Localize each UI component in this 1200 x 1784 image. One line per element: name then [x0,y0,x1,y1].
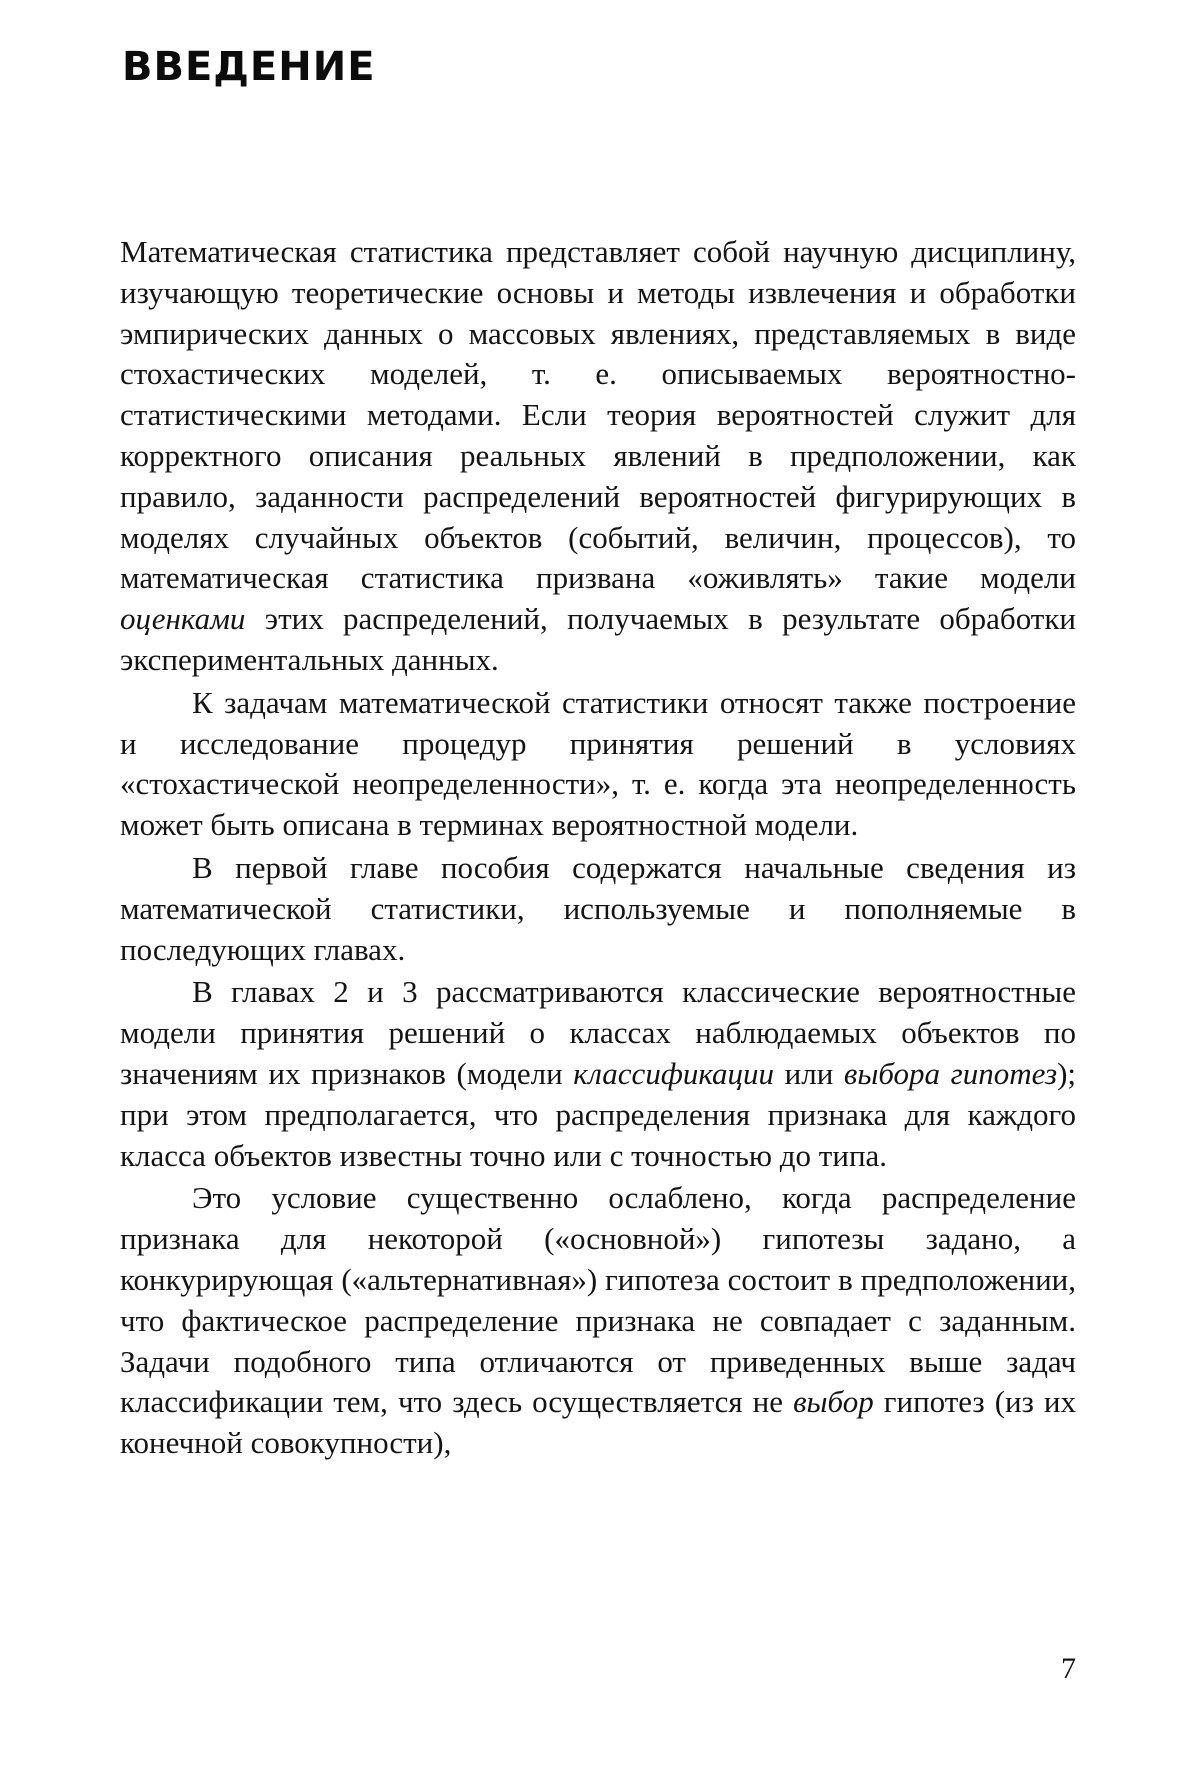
paragraph [120,848,1076,970]
page-number: 7 [1061,1652,1076,1685]
paragraph [120,1178,1076,1464]
italic-term: оценками [120,601,246,637]
text-segment: К задачам математической статистики относят также построение и исследование процедур принятия решений в условиях «стохастической неопределенности», т. е. когда эта неопределенность может быть описана в терминах вероятностной модели. [120,684,1076,843]
text-segment: В первой главе пособия содержатся начальные сведения из математической статистики, используемые и пополняемые в последующих главах. [120,849,1076,967]
text-segment: ); при этом предполагается, что распределения признака для каждого класса объектов известны точно или с точностью до типа. [120,1055,1076,1173]
italic-term: выбора гипотез [843,1055,1058,1091]
chapter-title: ВВЕДЕНИЕ [122,44,376,90]
text-segment: или [774,1055,844,1091]
text-segment: Математическая статистика представляет собой научную дисциплину, изучающую теоретические основы и методы извлечения и обработки эмпирических данных о массовых явлениях, представляемых в виде стохастических моделей, т. е. описываемых вероятностно-статистическими методами. Если теория вероятностей служит для корректного описания реальных явлений в предположении, как правило, заданности распределений вероятностей фигурирующих в моделях случайных объектов (событий, величин, процессов), то математическая статистика призвана «оживлять» такие модели [120,234,1076,596]
italic-term: классификации [573,1055,775,1091]
body-text [120,232,1076,1464]
text-segment: В главах 2 и 3 рассматриваются классические вероятностные модели принятия решений о классах наблюдаемых объектов по значениям их признаков (модели [120,974,1076,1091]
paragraph [120,683,1076,846]
text-segment: Это условие существенно ослаблено, когда распределение признака для некоторой («основной») гипотезы задано, а конкурирующая («альтернативная») гипотеза состоит в предположении, что фактическое распределение признака не совпадает с заданным. Задачи подобного типа отличаются от приведенных выше задач классификации тем, что здесь осуществляется не [120,1180,1076,1420]
italic-term: выбор [793,1384,874,1420]
text-segment: этих распределений, получаемых в результате обработки экспериментальных данных. [120,601,1076,677]
paragraph [120,972,1076,1176]
paragraph [120,232,1076,681]
text-segment: гипотез (из их конечной совокупности), [120,1384,1077,1461]
